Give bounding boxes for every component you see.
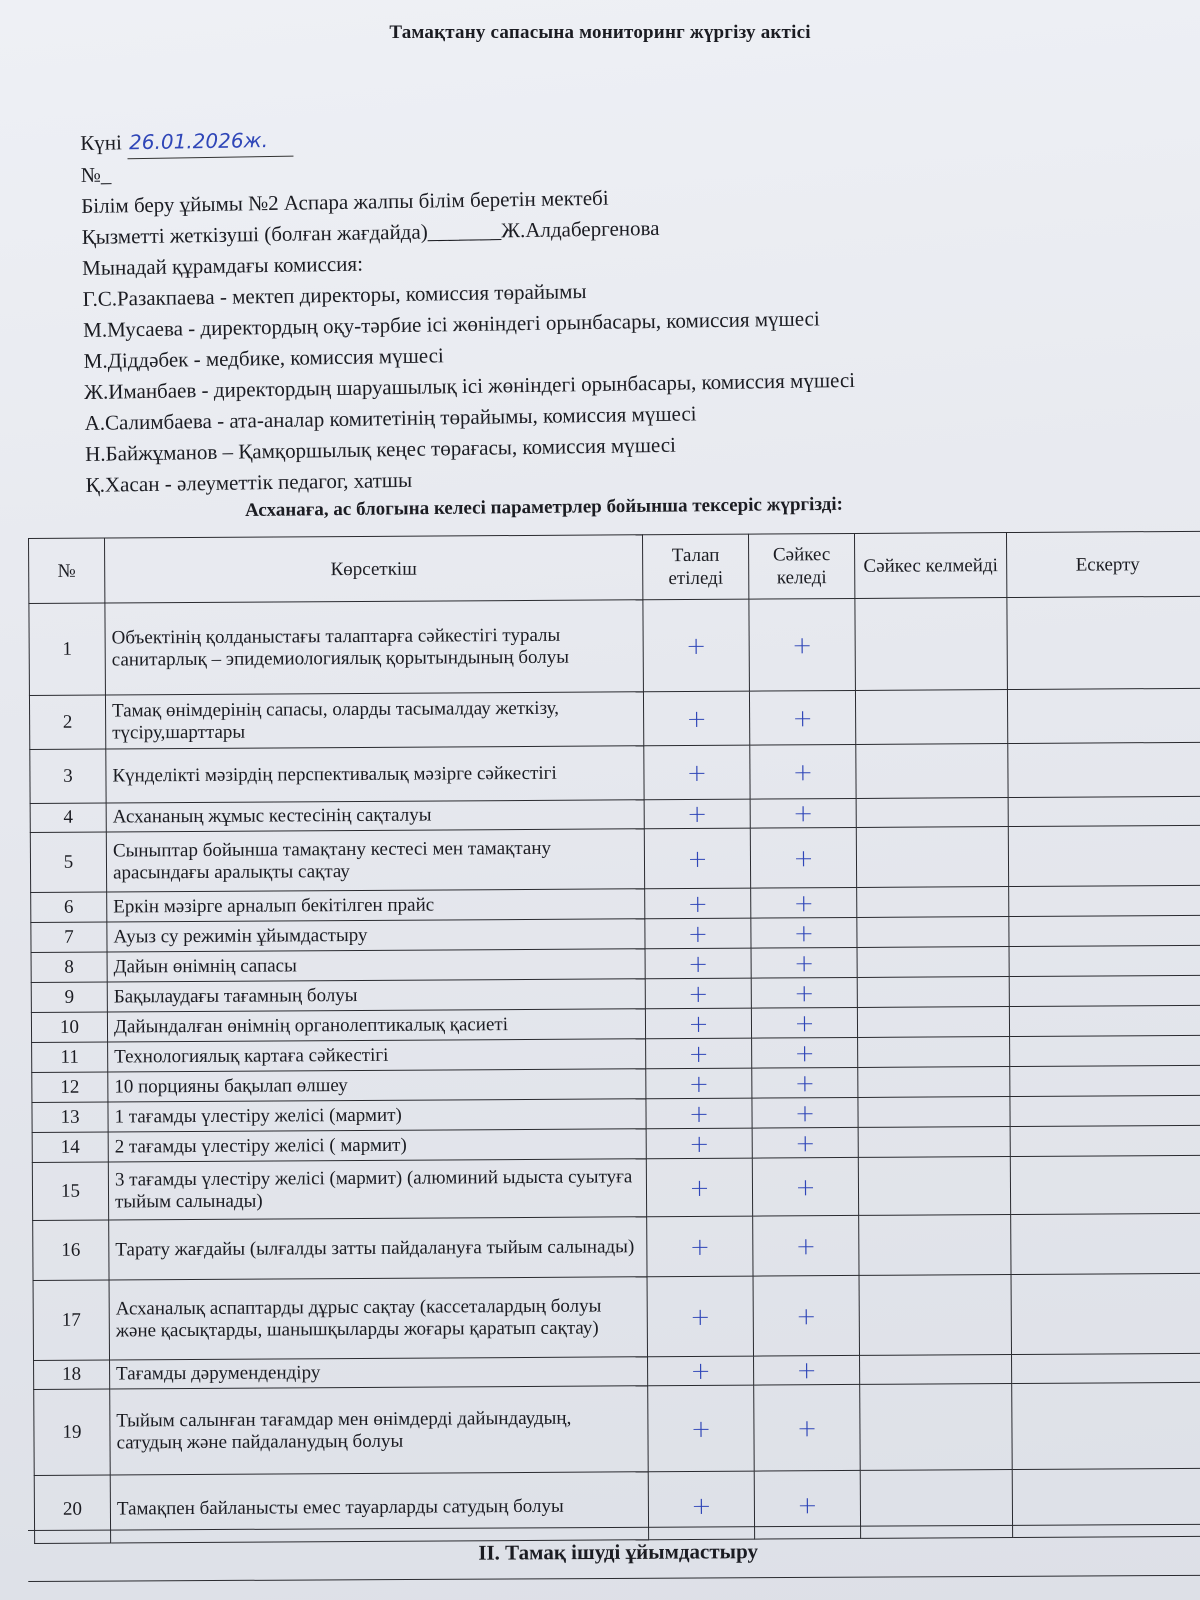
- row-note-cell: [1012, 1382, 1200, 1469]
- table-caption: Асханаға, ас блогына келесі параметрлер бойынша тексеріс жүргізді:: [245, 493, 844, 521]
- table-row: [34, 1382, 1200, 1475]
- header-num: №: [29, 538, 105, 603]
- row-required-mark: +: [643, 599, 750, 692]
- row-not-complies-cell: [858, 1067, 1010, 1098]
- row-number: 10: [31, 1012, 107, 1042]
- document-header: [80, 111, 1166, 501]
- row-not-complies-cell: [859, 1275, 1011, 1356]
- row-indicator: Тағамды дәрумендендіру: [110, 1357, 648, 1389]
- row-complies-mark: +: [753, 1215, 859, 1276]
- inspection-table-wrapper: [28, 531, 1200, 1544]
- row-complies-mark: +: [749, 598, 856, 691]
- header-not-complies: Сәйкес келмейді: [854, 533, 1006, 599]
- row-indicator: Ауыз су режимін ұйымдастыру: [107, 919, 645, 952]
- row-complies-mark: +: [752, 1037, 858, 1068]
- row-complies-mark: +: [751, 1007, 857, 1038]
- row-not-complies-cell: [857, 917, 1009, 948]
- table-row: [29, 596, 1200, 695]
- header-note: Ескерту: [1006, 531, 1200, 597]
- row-note-cell: [1010, 1035, 1200, 1066]
- row-indicator: Асхананың жұмыс кестесінің сақталуы: [106, 800, 644, 832]
- row-note-cell: [1011, 1213, 1200, 1274]
- row-complies-mark: +: [751, 947, 857, 978]
- supplier-line: Қызметті жеткізуші (болған жағдайда)_______Ж.Алдабергенова: [81, 215, 660, 249]
- commission-intro: Мынадай құрамдағы комиссия:: [82, 251, 364, 280]
- commission-member: Ж.Иманбаев - директордың шаруашылық ісі жөніндегі орынбасары, комиссия мүшесі: [83, 367, 856, 404]
- row-number: 16: [33, 1220, 109, 1280]
- row-indicator: Тамақ өнімдерінің сапасы, оларды тасымалдау жеткізу, түсіру,шарттары: [105, 692, 643, 749]
- row-not-complies-cell: [855, 598, 1008, 691]
- commission-member: Г.С.Разакпаева - мектеп директоры, комиссия төрайымы: [82, 279, 587, 311]
- row-required-mark: +: [648, 1356, 754, 1386]
- row-indicator: Еркін мәзірге арналып бекітілген прайс: [107, 889, 645, 922]
- row-required-mark: +: [646, 1158, 752, 1217]
- row-complies-mark: +: [754, 1355, 860, 1385]
- row-required-mark: +: [646, 1128, 752, 1159]
- row-required-mark: +: [645, 888, 751, 919]
- header-complies: Сәйкес келеді: [748, 533, 854, 599]
- table-row: [29, 688, 1200, 749]
- row-indicator: 1 тағамды үлестіру желісі (мармит): [108, 1099, 646, 1132]
- row-number: 6: [31, 892, 107, 922]
- row-indicator: Объектінің қолданыстағы талаптарға сәйкестігі туралы санитарлық – эпидемиологиялық қорытындының болуы: [105, 600, 644, 695]
- section-title: II. Тамақ ішуді ұйымдастыру: [28, 1524, 1200, 1582]
- inspection-table: [28, 531, 1200, 1544]
- row-number: 9: [31, 982, 107, 1012]
- header-indicator: Көрсеткіш: [105, 535, 643, 603]
- row-required-mark: +: [645, 1008, 751, 1039]
- row-complies-mark: +: [750, 827, 856, 888]
- row-not-complies-cell: [859, 1215, 1011, 1276]
- row-indicator: 10 порцияны бақылап өлшеу: [108, 1069, 646, 1102]
- row-number: 18: [34, 1360, 110, 1389]
- row-number: 11: [32, 1042, 108, 1072]
- row-note-cell: [1009, 975, 1200, 1006]
- row-note-cell: [1009, 915, 1200, 946]
- row-not-complies-cell: [858, 1097, 1010, 1128]
- row-required-mark: +: [645, 918, 751, 949]
- row-indicator: Күнделікті мәзірдің перспективалық мәзірге сәйкестігі: [106, 746, 644, 803]
- row-complies-mark: +: [751, 977, 857, 1008]
- row-required-mark: +: [644, 799, 750, 829]
- row-number: 17: [33, 1280, 109, 1360]
- number-line: №_: [80, 162, 112, 187]
- row-not-complies-cell: [860, 1384, 1013, 1471]
- row-complies-mark: +: [749, 690, 855, 745]
- row-indicator: Асханалық аспаптарды дұрыс сақтау (кассеталардың болуы және қасықтарды, шанышқыларды жоғары қаратып сақтау): [109, 1277, 647, 1360]
- table-row: [33, 1273, 1200, 1360]
- row-indicator: Дайын өнімнің сапасы: [107, 949, 645, 982]
- row-required-mark: +: [646, 1068, 752, 1099]
- commission-secretary: Қ.Хасан - әлеуметтік педагог, хатшы: [85, 467, 413, 497]
- row-indicator: Дайындалған өнімнің органолептикалық қасиеті: [107, 1009, 645, 1042]
- row-number: 8: [31, 952, 107, 982]
- row-indicator: 2 тағамды үлестіру желісі ( мармит): [108, 1129, 646, 1162]
- row-note-cell: [1007, 688, 1200, 743]
- row-note-cell: [1010, 1095, 1200, 1126]
- row-number: 12: [32, 1072, 108, 1102]
- row-note-cell: [1010, 1065, 1200, 1096]
- row-required-mark: +: [648, 1471, 754, 1540]
- row-number: 4: [30, 803, 106, 832]
- table-row: [32, 1155, 1200, 1220]
- table-row: [30, 825, 1200, 892]
- date-value: 26.01.2026ж.: [127, 125, 293, 160]
- row-number: 15: [32, 1162, 108, 1220]
- row-complies-mark: +: [750, 798, 856, 828]
- row-not-complies-cell: [856, 744, 1008, 799]
- table-row: [30, 742, 1200, 803]
- row-complies-mark: +: [754, 1384, 861, 1471]
- row-number: 13: [32, 1102, 108, 1132]
- row-indicator: Технологиялық картаға сәйкестігі: [108, 1039, 646, 1072]
- row-required-mark: +: [645, 978, 751, 1009]
- row-complies-mark: +: [751, 917, 857, 948]
- row-note-cell: [1009, 945, 1200, 976]
- table-header-row: [29, 531, 1200, 603]
- row-required-mark: +: [647, 1276, 753, 1357]
- row-not-complies-cell: [857, 947, 1009, 978]
- organization-line: Білім беру ұйымы №2 Аспара жалпы білім беретін мектебі: [81, 185, 609, 218]
- row-required-mark: +: [644, 828, 750, 889]
- commission-member: Н.Байжұманов – Қамқоршылық кеңес төрағасы, комиссия мүшесі: [84, 432, 677, 466]
- commission-member: М.Діддәбек - медбике, комиссия мүшесі: [83, 343, 444, 373]
- row-number: 20: [34, 1475, 110, 1543]
- date-label: Күні: [80, 130, 123, 155]
- row-indicator: Тамақпен байланысты емес тауарларды сатудың болуы: [110, 1472, 648, 1543]
- row-not-complies-cell: [857, 1007, 1009, 1038]
- row-indicator: 3 тағамды үлестіру желісі (мармит) (алюминий ыдыста суытуға тыйым салынады): [108, 1159, 646, 1220]
- commission-member: А.Салимбаева - ата-аналар комитетінің төрайымы, комиссия мүшесі: [84, 401, 697, 435]
- row-required-mark: +: [643, 691, 749, 746]
- row-note-cell: [1010, 1155, 1200, 1214]
- row-number: 14: [32, 1132, 108, 1162]
- row-note-cell: [1010, 1125, 1200, 1156]
- row-required-mark: +: [646, 1038, 752, 1069]
- row-not-complies-cell: [856, 827, 1008, 888]
- row-required-mark: +: [648, 1385, 755, 1472]
- row-number: 2: [29, 695, 105, 749]
- row-complies-mark: +: [752, 1127, 858, 1158]
- row-not-complies-cell: [860, 1355, 1012, 1385]
- document-title: Тамақтану сапасына мониторинг жүргізу актісі: [389, 22, 811, 43]
- row-number: 3: [30, 749, 106, 803]
- row-note-cell: [1009, 885, 1200, 916]
- row-not-complies-cell: [857, 977, 1009, 1008]
- commission-member: М.Мусаева - директордың оқу-тәрбие ісі жөніндегі орынбасары, комиссия мүшесі: [82, 306, 820, 342]
- row-number: 5: [30, 832, 106, 892]
- row-number: 7: [31, 922, 107, 952]
- row-number: 1: [29, 603, 106, 695]
- row-indicator: Сыныптар бойынша тамақтану кестесі мен тамақтану арасындағы аралықты сақтау: [106, 829, 644, 892]
- row-note-cell: [1009, 1005, 1200, 1036]
- row-note-cell: [1008, 825, 1200, 886]
- row-not-complies-cell: [858, 1037, 1010, 1068]
- row-complies-mark: +: [751, 887, 857, 918]
- row-indicator: Тыйым салынған тағамдар мен өнімдерді дайындаудың, сатудың және пайдаланудың болуы: [110, 1386, 649, 1475]
- row-required-mark: +: [645, 948, 751, 979]
- row-complies-mark: +: [753, 1275, 859, 1356]
- row-indicator: Бақылаудағы тағамның болуы: [107, 979, 645, 1012]
- row-complies-mark: +: [752, 1097, 858, 1128]
- row-complies-mark: +: [754, 1470, 860, 1539]
- row-required-mark: +: [647, 1216, 753, 1277]
- row-note-cell: [1008, 796, 1200, 826]
- row-note-cell: [1008, 742, 1200, 797]
- row-not-complies-cell: [855, 690, 1007, 745]
- row-complies-mark: +: [752, 1067, 858, 1098]
- row-not-complies-cell: [856, 798, 1008, 828]
- row-not-complies-cell: [857, 887, 1009, 918]
- row-not-complies-cell: [858, 1157, 1010, 1216]
- row-required-mark: +: [646, 1098, 752, 1129]
- row-note-cell: [1007, 596, 1200, 689]
- row-complies-mark: +: [752, 1157, 858, 1216]
- row-note-cell: [1011, 1273, 1200, 1354]
- row-note-cell: [1012, 1353, 1200, 1383]
- table-row: [33, 1213, 1200, 1280]
- row-not-complies-cell: [858, 1127, 1010, 1158]
- row-indicator: Тарату жағдайы (ылғалды затты пайдалануға тыйым салынады): [109, 1217, 647, 1280]
- header-required: Талап етіледі: [642, 534, 748, 600]
- row-complies-mark: +: [750, 744, 856, 799]
- table-body: [29, 596, 1200, 1543]
- row-number: 19: [34, 1389, 111, 1475]
- row-required-mark: +: [644, 745, 750, 800]
